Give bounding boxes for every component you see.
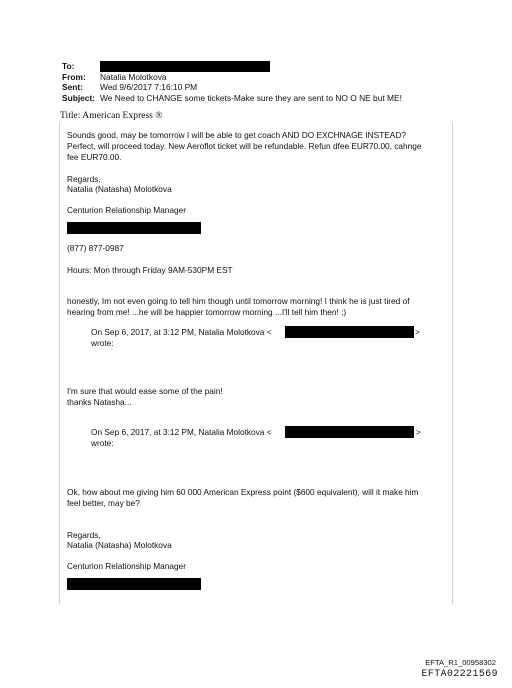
reference-number: EFTA_R1_00958302 (425, 658, 496, 667)
paragraph-line: hearing from me! ...he will be happier tomorrow morning ...I'll tell him then! ;) (67, 307, 347, 317)
redaction-bar (67, 222, 201, 234)
business-hours: Hours: Mon through Friday 9AM-530PM EST (67, 265, 233, 275)
sent-value: Wed 9/6/2017 7:16:10 PM (100, 82, 198, 93)
signature-title: Centurion Relationship Manager (67, 561, 186, 571)
paragraph-line: Sounds good, may be tomorrow I will be able to get coach AND DO EXCHNAGE INSTEAD? (67, 130, 406, 140)
redaction-bar (67, 578, 201, 590)
signature-name: Natalia (Natasha) Molotkova (67, 184, 172, 194)
bates-number: EFTA02221569 (421, 668, 498, 679)
redaction-bar (100, 61, 270, 72)
quote-wrote: wrote: (91, 438, 114, 448)
subject-row (62, 93, 402, 103)
signature-name: Natalia (Natasha) Molotkova (67, 540, 172, 550)
from-row (62, 72, 402, 82)
sent-row (62, 82, 402, 92)
paragraph-line: Ok, how about me giving him 60 000 American Express point ($600 equivalent), will it make him (67, 487, 419, 497)
from-value: Natalia Molotkova (100, 72, 167, 82)
email-header (62, 61, 402, 103)
quote-wrote: wrote: (91, 338, 114, 348)
paragraph-line: Perfect, will proceed today. New Aeroflot ticket will be refundable. Refun dfee EUR70.00, cahnge (67, 141, 422, 151)
paragraph-line: honestly, Im not even going to tell him though until tomorrow morning! I think he is just tired of (67, 296, 410, 306)
to-row (62, 61, 402, 72)
phone-number: (877) 877-0987 (67, 243, 124, 253)
quote-close: > (416, 427, 421, 437)
quote-line: On Sep 6, 2017, at 3:12 PM, Natalia Molotkova < (91, 327, 272, 337)
regards-text: Regards, (67, 530, 101, 540)
paragraph-line: fee EUR70.00. (67, 152, 122, 162)
signature-title: Centurion Relationship Manager (67, 205, 186, 215)
redaction-bar (285, 326, 414, 338)
subject-label: Subject: (62, 92, 96, 103)
paragraph-line: thanks Natasha... (67, 397, 132, 407)
sent-label: Sent: (62, 82, 83, 93)
subject-value: We Need to CHANGE some tickets-Make sure they are sent to NO O NE but ME! (100, 92, 402, 103)
paragraph-line: feel better, may be? (67, 498, 140, 508)
quote-close: > (415, 327, 420, 337)
paragraph-line: I'm sure that would ease some of the pain! (67, 386, 223, 396)
regards-text: Regards, (67, 174, 101, 184)
from-label: From: (62, 72, 86, 82)
quote-line: On Sep 6, 2017, at 3:12 PM, Natalia Molotkova < (91, 427, 272, 437)
redaction-bar (285, 426, 414, 438)
message-body (59, 122, 453, 604)
document-title: Title: American Express ® (60, 110, 163, 121)
to-label: To: (62, 61, 75, 71)
